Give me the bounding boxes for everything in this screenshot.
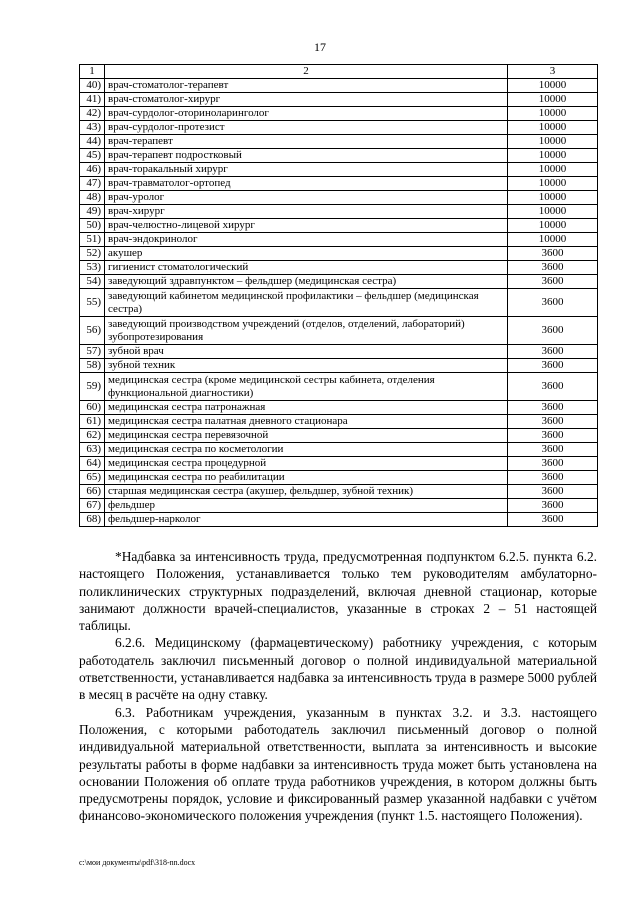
row-number: 41): [80, 93, 105, 107]
row-amount: 10000: [508, 233, 598, 247]
row-position: медицинская сестра по косметологии: [105, 443, 508, 457]
row-amount: 3600: [508, 429, 598, 443]
row-amount: 10000: [508, 177, 598, 191]
table-row: [80, 135, 598, 149]
row-position: медицинская сестра патронажная: [105, 401, 508, 415]
row-amount: 10000: [508, 219, 598, 233]
row-amount: 10000: [508, 205, 598, 219]
row-position: медицинская сестра процедурной: [105, 457, 508, 471]
row-position: гигиенист стоматологический: [105, 261, 508, 275]
row-number: 61): [80, 415, 105, 429]
row-amount: 3600: [508, 443, 598, 457]
row-position: медицинская сестра палатная дневного стационара: [105, 415, 508, 429]
row-number: 49): [80, 205, 105, 219]
row-amount: 3600: [508, 247, 598, 261]
row-number: 64): [80, 457, 105, 471]
row-amount: 3600: [508, 499, 598, 513]
table-row: [80, 457, 598, 471]
table-row: [80, 513, 598, 527]
table-row: [80, 359, 598, 373]
paragraph-footnote: *Надбавка за интенсивность труда, предусмотренная подпунктом 6.2.5. пункта 6.2. настоящего Положения, устанавливается только тем руководителям амбулаторно-поликлинических структурных подразделений, включая дневной стационар, которые занимают должности врачей-специалистов, указанные в строках 2 – 51 настоящей таблицы.: [79, 549, 597, 634]
row-number: 54): [80, 275, 105, 289]
row-amount: 10000: [508, 107, 598, 121]
table-row: [80, 107, 598, 121]
table-row: [80, 415, 598, 429]
row-number: 43): [80, 121, 105, 135]
row-number: 47): [80, 177, 105, 191]
row-number: 42): [80, 107, 105, 121]
row-number: 53): [80, 261, 105, 275]
row-position: фельдшер: [105, 499, 508, 513]
row-amount: 3600: [508, 457, 598, 471]
row-number: 62): [80, 429, 105, 443]
row-amount: 3600: [508, 415, 598, 429]
table-row: [80, 93, 598, 107]
table-row: [80, 471, 598, 485]
row-amount: 3600: [508, 401, 598, 415]
table-header-row: [80, 65, 598, 79]
row-number: 55): [80, 289, 105, 317]
row-position: врач-эндокринолог: [105, 233, 508, 247]
row-amount: 10000: [508, 93, 598, 107]
row-number: 67): [80, 499, 105, 513]
row-amount: 3600: [508, 289, 598, 317]
table-row: [80, 261, 598, 275]
row-number: 44): [80, 135, 105, 149]
row-position: заведующий кабинетом медицинской профилактики – фельдшер (медицинская сестра): [105, 289, 508, 317]
table-row: [80, 373, 598, 401]
row-position: зубной врач: [105, 345, 508, 359]
footer-file-path: c:\мои документы\pdf\318-nn.docx: [79, 858, 196, 867]
row-number: 50): [80, 219, 105, 233]
row-position: врач-терапевт: [105, 135, 508, 149]
row-amount: 3600: [508, 513, 598, 527]
row-number: 48): [80, 191, 105, 205]
table-row: [80, 79, 598, 93]
row-number: 60): [80, 401, 105, 415]
row-number: 45): [80, 149, 105, 163]
row-position: врач-терапевт подростковый: [105, 149, 508, 163]
row-number: 59): [80, 373, 105, 401]
row-number: 52): [80, 247, 105, 261]
row-number: 68): [80, 513, 105, 527]
row-amount: 3600: [508, 359, 598, 373]
table-row: [80, 205, 598, 219]
row-position: врач-хирург: [105, 205, 508, 219]
row-number: 46): [80, 163, 105, 177]
row-number: 63): [80, 443, 105, 457]
column-header-number: 1: [80, 65, 105, 79]
row-position: акушер: [105, 247, 508, 261]
row-amount: 10000: [508, 121, 598, 135]
row-position: врач-торакальный хирург: [105, 163, 508, 177]
row-number: 51): [80, 233, 105, 247]
row-position: заведующий производством учреждений (отделов, отделений, лабораторий) зубопротезирования: [105, 317, 508, 345]
row-number: 58): [80, 359, 105, 373]
row-number: 56): [80, 317, 105, 345]
row-amount: 3600: [508, 373, 598, 401]
table-row: [80, 247, 598, 261]
row-position: фельдшер-нарколог: [105, 513, 508, 527]
table-row: [80, 233, 598, 247]
row-amount: 3600: [508, 471, 598, 485]
table-row: [80, 317, 598, 345]
row-amount: 10000: [508, 79, 598, 93]
table-row: [80, 345, 598, 359]
table-row: [80, 443, 598, 457]
table-row: [80, 275, 598, 289]
row-number: 40): [80, 79, 105, 93]
row-number: 65): [80, 471, 105, 485]
page-number: 17: [314, 40, 326, 54]
row-position: медицинская сестра по реабилитации: [105, 471, 508, 485]
row-amount: 3600: [508, 275, 598, 289]
row-amount: 10000: [508, 149, 598, 163]
row-position: врач-стоматолог-хирург: [105, 93, 508, 107]
row-amount: 3600: [508, 345, 598, 359]
row-position: медицинская сестра (кроме медицинской сестры кабинета, отделения функциональной диагностики): [105, 373, 508, 401]
table-row: [80, 191, 598, 205]
table-row: [80, 499, 598, 513]
table-row: [80, 149, 598, 163]
row-position: старшая медицинская сестра (акушер, фельдшер, зубной техник): [105, 485, 508, 499]
row-number: 66): [80, 485, 105, 499]
column-header-position: 2: [105, 65, 508, 79]
row-amount: 3600: [508, 261, 598, 275]
row-amount: 10000: [508, 163, 598, 177]
table-row: [80, 121, 598, 135]
paragraph-6-2-6: 6.2.6. Медицинскому (фармацевтическому) работнику учреждения, с которым работодатель заключил письменный договор о полной индивидуальной материальной ответственности, устанавливается надбавка за интенсивность труда в размере 5000 рублей в месяц в расчёте на одну ставку.: [79, 635, 597, 703]
table-row: [80, 177, 598, 191]
table-row: [80, 289, 598, 317]
body-text: [79, 548, 597, 825]
row-position: врач-травматолог-ортопед: [105, 177, 508, 191]
row-position: врач-стоматолог-терапевт: [105, 79, 508, 93]
paragraph-6-3: 6.3. Работникам учреждения, указанным в пунктах 3.2. и 3.3. настоящего Положения, с которыми работодатель заключил письменный договор о полной индивидуальной материальной ответственности, выплата за интенсивность и высокие результаты работы в форме надбавки за интенсивность труда может быть установлена на основании Положения об оплате труда работников учреждения, в котором должны быть предусмотрены порядок, условие и фиксированный размер указанной надбавки с учётом финансово-экономического положения учреждения (пункт 1.5. настоящего Положения).: [79, 704, 597, 824]
table-row: [80, 429, 598, 443]
row-position: врач-челюстно-лицевой хирург: [105, 219, 508, 233]
row-amount: 3600: [508, 317, 598, 345]
row-position: врач-уролог: [105, 191, 508, 205]
row-amount: 10000: [508, 135, 598, 149]
row-number: 57): [80, 345, 105, 359]
positions-table: [79, 64, 598, 527]
row-position: врач-сурдолог-оториноларинголог: [105, 107, 508, 121]
table-body: [80, 79, 598, 527]
column-header-amount: 3: [508, 65, 598, 79]
table-row: [80, 485, 598, 499]
row-amount: 10000: [508, 191, 598, 205]
row-position: зубной техник: [105, 359, 508, 373]
table-row: [80, 219, 598, 233]
row-position: медицинская сестра перевязочной: [105, 429, 508, 443]
table-row: [80, 401, 598, 415]
row-amount: 3600: [508, 485, 598, 499]
row-position: врач-сурдолог-протезист: [105, 121, 508, 135]
row-position: заведующий здравпунктом – фельдшер (медицинская сестра): [105, 275, 508, 289]
table-row: [80, 163, 598, 177]
